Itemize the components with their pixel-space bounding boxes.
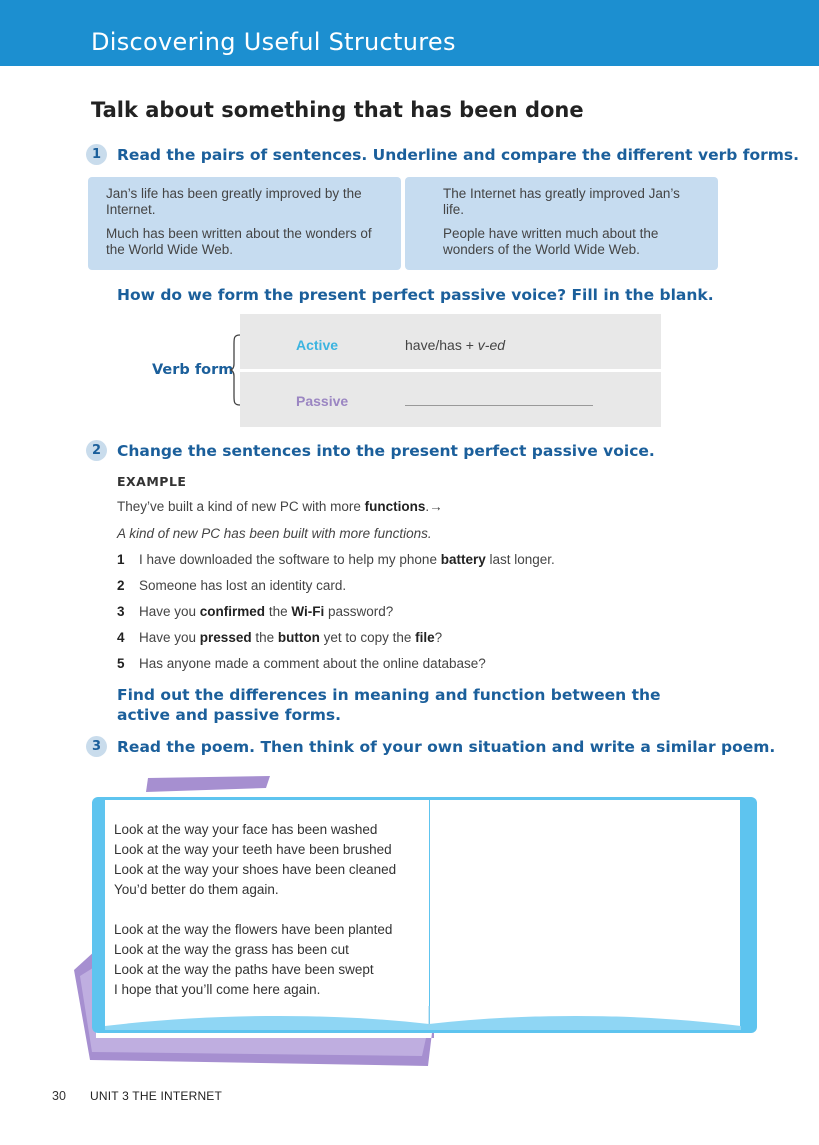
active-label: Active [296, 337, 339, 353]
item-text: I have downloaded the software to help my phone [139, 552, 441, 567]
section-title: Talk about something that has been done [91, 98, 584, 122]
item-number: 5 [117, 656, 125, 671]
task-1-instruction [86, 144, 799, 165]
item-number: 3 [117, 604, 125, 619]
task-3-text: Read the poem. Then think of your own situation and write a similar poem. [117, 737, 776, 756]
task-1-question: How do we form the present perfect passive voice? Fill in the blank. [117, 286, 714, 304]
sentence-box-right [405, 177, 718, 270]
passive-label: Passive [296, 393, 349, 409]
example-sentence [117, 499, 443, 514]
verb-form-label: Verb form [152, 362, 234, 378]
sentence-active-1: The Internet has greatly improved Jan’s life. [443, 186, 680, 217]
example-label: EXAMPLE [117, 474, 187, 489]
example-arrow: .→ [425, 499, 443, 514]
active-formula-italic: v-ed [477, 337, 506, 353]
book-page-curve [105, 1006, 741, 1030]
poem-text: Look at the way your face has been washed Look at the way your teeth have been brushed Look at the way your shoes have been cleaned You’d better do them again. Look at the way the flowers have been planted Look at the way the grass has been cut Look at the way the paths have been swept I hope that you’ll come here again. [114, 822, 397, 997]
header-title: Discovering Useful Structures [91, 28, 456, 56]
task-number-badge: 2 [86, 440, 107, 461]
item-text: the [251, 630, 278, 645]
sentence-box-left [88, 177, 401, 270]
sentence-passive-1: Jan’s life has been greatly improved by the Internet. [106, 186, 362, 217]
item-text: Someone has lost an identity card. [139, 578, 347, 593]
keyword: file [415, 630, 435, 645]
item-text: Has anyone made a comment about the online database? [139, 656, 486, 671]
list-item [117, 630, 442, 645]
example-answer: A kind of new PC has been built with more functions. [117, 526, 432, 541]
keyword: pressed [199, 630, 252, 645]
sentence-passive-2: Much has been written about the wonders of the World Wide Web. [106, 226, 372, 257]
list-item [117, 578, 346, 593]
task-2-followup: Find out the differences in meaning and function between the active and passive forms. [117, 686, 661, 724]
task-3-instruction [86, 736, 775, 757]
list-item [117, 604, 393, 619]
item-text: the [265, 604, 292, 619]
item-text: Have you [139, 630, 200, 645]
passive-blank[interactable] [405, 405, 593, 406]
sentence-active-2: People have written much about the wonders of the World Wide Web. [443, 226, 659, 257]
task-2-text: Change the sentences into the present perfect passive voice. [117, 441, 655, 460]
keyword: battery [440, 552, 486, 567]
page-number: 30 [52, 1089, 66, 1103]
item-text: last longer. [485, 552, 555, 567]
unit-label: UNIT 3 THE INTERNET [90, 1089, 223, 1103]
task-2-instruction [86, 440, 655, 461]
item-number: 2 [117, 578, 125, 593]
active-formula [405, 337, 505, 353]
task-number-badge: 1 [86, 144, 107, 165]
keyword: button [277, 630, 320, 645]
item-text: password? [324, 604, 394, 619]
list-item [117, 552, 555, 567]
active-formula-prefix: have/has + [405, 337, 478, 353]
item-number: 1 [117, 552, 125, 567]
example-text: They’ve built a kind of new PC with more [117, 499, 365, 514]
keyword: Wi-Fi [291, 604, 325, 619]
item-text: yet to copy the [319, 630, 416, 645]
list-item [117, 656, 486, 671]
task-number-badge: 3 [86, 736, 107, 757]
item-number: 4 [117, 630, 125, 645]
task-1-text: Read the pairs of sentences. Underline and compare the different verb forms. [117, 145, 800, 164]
item-text: ? [434, 630, 443, 645]
keyword: confirmed [199, 604, 266, 619]
keyword: functions [364, 499, 426, 514]
book-page-right [430, 800, 740, 1026]
item-text: Have you [139, 604, 200, 619]
